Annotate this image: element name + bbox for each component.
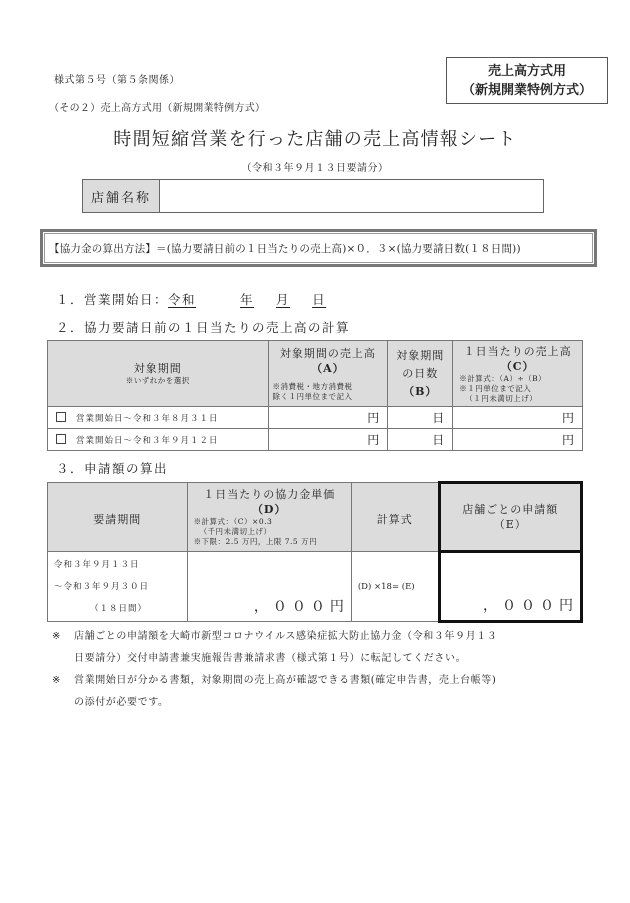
daily-sales-input[interactable]: 円 [453, 429, 583, 451]
era-label: 令和 [168, 292, 197, 307]
daily-header-note-2: ※１円単位まで記入 [459, 383, 532, 393]
period-start: 令和３年９月１３日 [54, 559, 140, 570]
month-unit: 月 [276, 292, 291, 307]
table-row [48, 552, 582, 622]
amount-label: 店舗ごとの申請額 [462, 503, 559, 516]
sales-header-note-2: 除く１円単位まで記入 [272, 391, 353, 401]
sales-header-code: （A） [311, 361, 345, 375]
note-line: 営業開始日が分かる書類，対象期間の売上高が確認できる書類(確定申告書，売上台帳等) [74, 675, 497, 686]
daily-header-note-3: （１円未満切上げ） [465, 393, 538, 403]
notes [52, 626, 497, 714]
period-end: ～令和３年９月３０日 [54, 581, 150, 592]
amount-header [439, 483, 581, 552]
table-header-row [48, 341, 583, 407]
table-row [48, 429, 583, 451]
days-input[interactable]: 日 [388, 407, 453, 429]
form-number: 様式第５号（第５条関係） [54, 75, 180, 86]
business-start-date-field[interactable] [168, 292, 326, 307]
store-name-label: 店舗名称 [83, 180, 160, 212]
daily-header-code: （C） [500, 359, 535, 373]
period-header-note: ※いずれかを選択 [125, 376, 190, 385]
unit-price-code: （D） [251, 503, 287, 516]
note-line: 日要請分）交付申請書兼実施報告書兼請求書（様式第１号）に転記してください。 [74, 653, 467, 664]
request-period-cell [48, 552, 188, 622]
period-header [48, 341, 269, 407]
daily-sales-header [453, 341, 583, 407]
unit-price-header [187, 483, 351, 552]
checkbox-icon[interactable] [56, 434, 66, 444]
checkbox-icon[interactable] [56, 412, 66, 422]
year-unit: 年 [240, 292, 255, 307]
store-name-field [82, 179, 544, 213]
period-days: （１８日間） [90, 603, 148, 614]
sales-header [268, 341, 388, 407]
period-option-label: 営業開始日～令和３年８月３１日 [76, 413, 219, 424]
calculation-method-box: 【協力金の算出方法】＝(協力要請日前の１日当たりの売上高)×０．３×(協力要請日数(１８日間)) [40, 229, 597, 267]
unit-price-note-1: ※計算式：（C）×0.3 [193, 517, 273, 526]
note-mark: ※ [52, 675, 61, 686]
note-line: 店舗ごとの申請額を大崎市新型コロナウイルス感染症拡大防止協力金（令和３年９月１３ [74, 631, 498, 642]
section-1-business-start [56, 290, 326, 308]
period-option-1[interactable] [48, 407, 269, 429]
period-option-2[interactable] [48, 429, 269, 451]
note-item [52, 626, 497, 670]
unit-price-note-2: （千円未満切上げ） [199, 527, 272, 536]
store-name-input[interactable] [160, 180, 543, 212]
request-period-label: 要請期間 [93, 512, 142, 526]
sales-header-label: 対象期間の売上高 [279, 346, 376, 360]
amount-code: （E） [493, 518, 527, 531]
period-header-label: 対象期間 [133, 362, 182, 375]
note-line: の添付が必要です。 [74, 697, 169, 708]
method-badge [446, 57, 608, 104]
section-1-label: １．営業開始日： [56, 292, 169, 307]
calc-header [351, 483, 439, 552]
badge-line-2: （新規開業特例方式） [461, 83, 592, 98]
daily-header-note-1: ※計算式：（A）÷（B） [459, 373, 547, 383]
request-period-header [48, 483, 188, 552]
table-header-row [48, 483, 582, 552]
amount-input[interactable]: ，０００円 [439, 552, 581, 622]
daily-sales-table [47, 340, 583, 451]
sub-form-label: （その２）売上高方式用（新規開業特例方式） [49, 103, 266, 114]
days-header-code: （B） [403, 384, 438, 398]
days-header-label-1: 対象期間 [396, 348, 445, 362]
unit-price-label: １日当たりの協力金単価 [203, 488, 336, 501]
request-date: （令和３年９月１３日要請分） [241, 163, 389, 174]
unit-price-note-3: ※下限：2.5 万円，上限 7.5 万円 [193, 537, 318, 546]
calc-label: 計算式 [376, 512, 413, 526]
badge-line-1: 売上高方式用 [487, 64, 566, 79]
day-unit: 日 [312, 292, 327, 307]
note-item [52, 670, 497, 714]
sales-input[interactable]: 円 [268, 407, 388, 429]
daily-header-label: １日当たりの売上高 [463, 344, 572, 358]
period-option-label: 営業開始日～令和３年９月１２日 [76, 435, 219, 446]
page-title: 時間短縮営業を行った店舗の売上高情報シート [113, 129, 517, 150]
days-header-label-2: の日数 [402, 366, 439, 380]
section-3-heading: ３．申請額の算出 [56, 461, 169, 476]
section-2-heading: ２．協力要請日前の１日当たりの売上高の計算 [56, 320, 351, 335]
table-row [48, 407, 583, 429]
calc-formula: (D) ×18= (E) [351, 552, 439, 622]
unit-price-input[interactable]: ，０００円 [187, 552, 351, 622]
note-mark: ※ [52, 631, 61, 642]
days-header [388, 341, 453, 407]
days-input[interactable]: 日 [388, 429, 453, 451]
application-amount-table [47, 481, 583, 623]
daily-sales-input[interactable]: 円 [453, 407, 583, 429]
sales-input[interactable]: 円 [268, 429, 388, 451]
sales-header-note-1: ※消費税・地方消費税 [272, 381, 353, 391]
